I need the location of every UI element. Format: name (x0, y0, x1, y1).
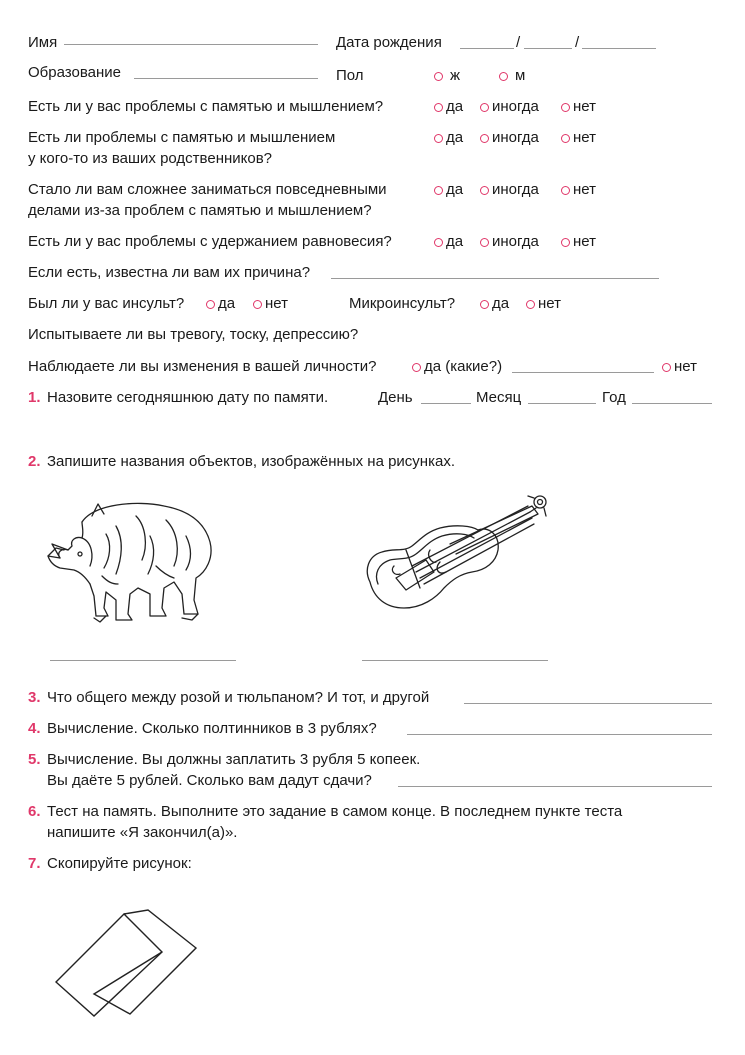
radio-memory-yes[interactable] (434, 103, 443, 112)
task-5-answer-field[interactable] (398, 786, 712, 787)
task-2-number: 2. (28, 453, 41, 470)
opt-yes: да (446, 98, 464, 115)
opt-no: нет (573, 181, 596, 198)
dob-month-field[interactable] (524, 48, 572, 49)
radio-memory-sometimes[interactable] (480, 103, 489, 112)
cause-field[interactable] (331, 278, 659, 279)
opt-yes-which: да (какие?) (424, 358, 503, 375)
radio-daily-yes[interactable] (434, 186, 443, 195)
opt-sometimes: иногда (492, 129, 539, 146)
opt-yes: да (446, 181, 464, 198)
task-3-text: Что общего между розой и тюльпаном? И тот, и другой (47, 689, 430, 706)
task-1-month-field[interactable] (528, 403, 596, 404)
name-field[interactable] (64, 44, 318, 45)
q-daily-line2: делами из-за проблем с памятью и мышлением? (28, 202, 372, 219)
opt-no: нет (674, 358, 697, 375)
task-5-text-line1: Вычисление. Вы должны заплатить 3 рубля 5 копеек. (47, 751, 421, 768)
personality-which-field[interactable] (512, 372, 654, 373)
task-1-day-label: День (378, 389, 413, 406)
radio-sex-m[interactable] (499, 72, 508, 81)
task-6-text-line2: напишите «Я закончил(а)». (47, 824, 238, 841)
task-6-text-line1: Тест на память. Выполните это задание в самом конце. В последнем пункте теста (47, 803, 623, 820)
dob-year-field[interactable] (582, 48, 656, 49)
radio-balance-sometimes[interactable] (480, 238, 489, 247)
radio-relatives-no[interactable] (561, 134, 570, 143)
radio-balance-yes[interactable] (434, 238, 443, 247)
task-2-text: Запишите названия объектов, изображённых на рисунках. (47, 453, 455, 470)
opt-yes: да (446, 129, 464, 146)
overlapping-rectangles-drawing (52, 906, 202, 1020)
radio-personality-yes[interactable] (412, 363, 421, 372)
radio-personality-no[interactable] (662, 363, 671, 372)
task-1-year-field[interactable] (632, 403, 712, 404)
dob-separator-1: / (516, 34, 521, 51)
radio-microstroke-yes[interactable] (480, 300, 489, 309)
opt-no: нет (265, 295, 288, 312)
dob-day-field[interactable] (460, 48, 514, 49)
opt-no: нет (538, 295, 561, 312)
q-daily-line1: Стало ли вам сложнее заниматься повседневными (28, 181, 387, 198)
q-anxiety: Испытываете ли вы тревогу, тоску, депрессию? (28, 326, 359, 343)
q-balance: Есть ли у вас проблемы с удержанием равновесия? (28, 233, 392, 250)
task-5-number: 5. (28, 751, 41, 768)
task-7-number: 7. (28, 855, 41, 872)
task-1-year-label: Год (602, 389, 626, 406)
task-4-answer-field[interactable] (407, 734, 712, 735)
radio-stroke-yes[interactable] (206, 300, 215, 309)
task-1-text: Назовите сегодняшнюю дату по памяти. (47, 389, 329, 406)
radio-balance-no[interactable] (561, 238, 570, 247)
task-4-text: Вычисление. Сколько полтинников в 3 рублях? (47, 720, 377, 737)
opt-no: нет (573, 233, 596, 250)
opt-sometimes: иногда (492, 181, 539, 198)
q-relatives-line2: у кого-то из ваших родственников? (28, 150, 273, 167)
q-memory: Есть ли у вас проблемы с памятью и мышлением? (28, 98, 384, 115)
q-cause: Если есть, известна ли вам их причина? (28, 264, 311, 281)
task-1-month-label: Месяц (476, 389, 522, 406)
q-microstroke: Микроинсульт? (349, 295, 456, 312)
name-label: Имя (28, 34, 58, 51)
task-5-text-line2: Вы даёте 5 рублей. Сколько вам дадут сдачи? (47, 772, 372, 789)
opt-yes: да (446, 233, 464, 250)
dob-separator-2: / (575, 34, 580, 51)
task-1-day-field[interactable] (421, 403, 471, 404)
sex-label: Пол (336, 67, 364, 84)
radio-relatives-sometimes[interactable] (480, 134, 489, 143)
opt-yes: да (492, 295, 510, 312)
opt-sometimes: иногда (492, 98, 539, 115)
sex-f-label: ж (450, 67, 461, 84)
opt-yes: да (218, 295, 236, 312)
task-2-answer-rhino-field[interactable] (50, 660, 236, 661)
rhino-drawing (46, 496, 216, 624)
education-field[interactable] (134, 78, 318, 79)
radio-memory-no[interactable] (561, 103, 570, 112)
opt-sometimes: иногда (492, 233, 539, 250)
dob-label: Дата рождения (336, 34, 442, 51)
task-4-number: 4. (28, 720, 41, 737)
task-1-number: 1. (28, 389, 41, 406)
radio-relatives-yes[interactable] (434, 134, 443, 143)
task-3-answer-field[interactable] (464, 703, 712, 704)
education-label: Образование (28, 64, 121, 81)
q-personality: Наблюдаете ли вы изменения в вашей личности? (28, 358, 377, 375)
sex-m-label: м (515, 67, 526, 84)
radio-daily-no[interactable] (561, 186, 570, 195)
violin-drawing (360, 492, 552, 616)
opt-no: нет (573, 98, 596, 115)
task-2-answer-violin-field[interactable] (362, 660, 548, 661)
radio-stroke-no[interactable] (253, 300, 262, 309)
q-stroke: Был ли у вас инсульт? (28, 295, 185, 312)
task-3-number: 3. (28, 689, 41, 706)
radio-daily-sometimes[interactable] (480, 186, 489, 195)
radio-sex-f[interactable] (434, 72, 443, 81)
task-6-number: 6. (28, 803, 41, 820)
opt-no: нет (573, 129, 596, 146)
task-7-text: Скопируйте рисунок: (47, 855, 192, 872)
q-relatives-line1: Есть ли проблемы с памятью и мышлением (28, 129, 336, 146)
radio-microstroke-no[interactable] (526, 300, 535, 309)
